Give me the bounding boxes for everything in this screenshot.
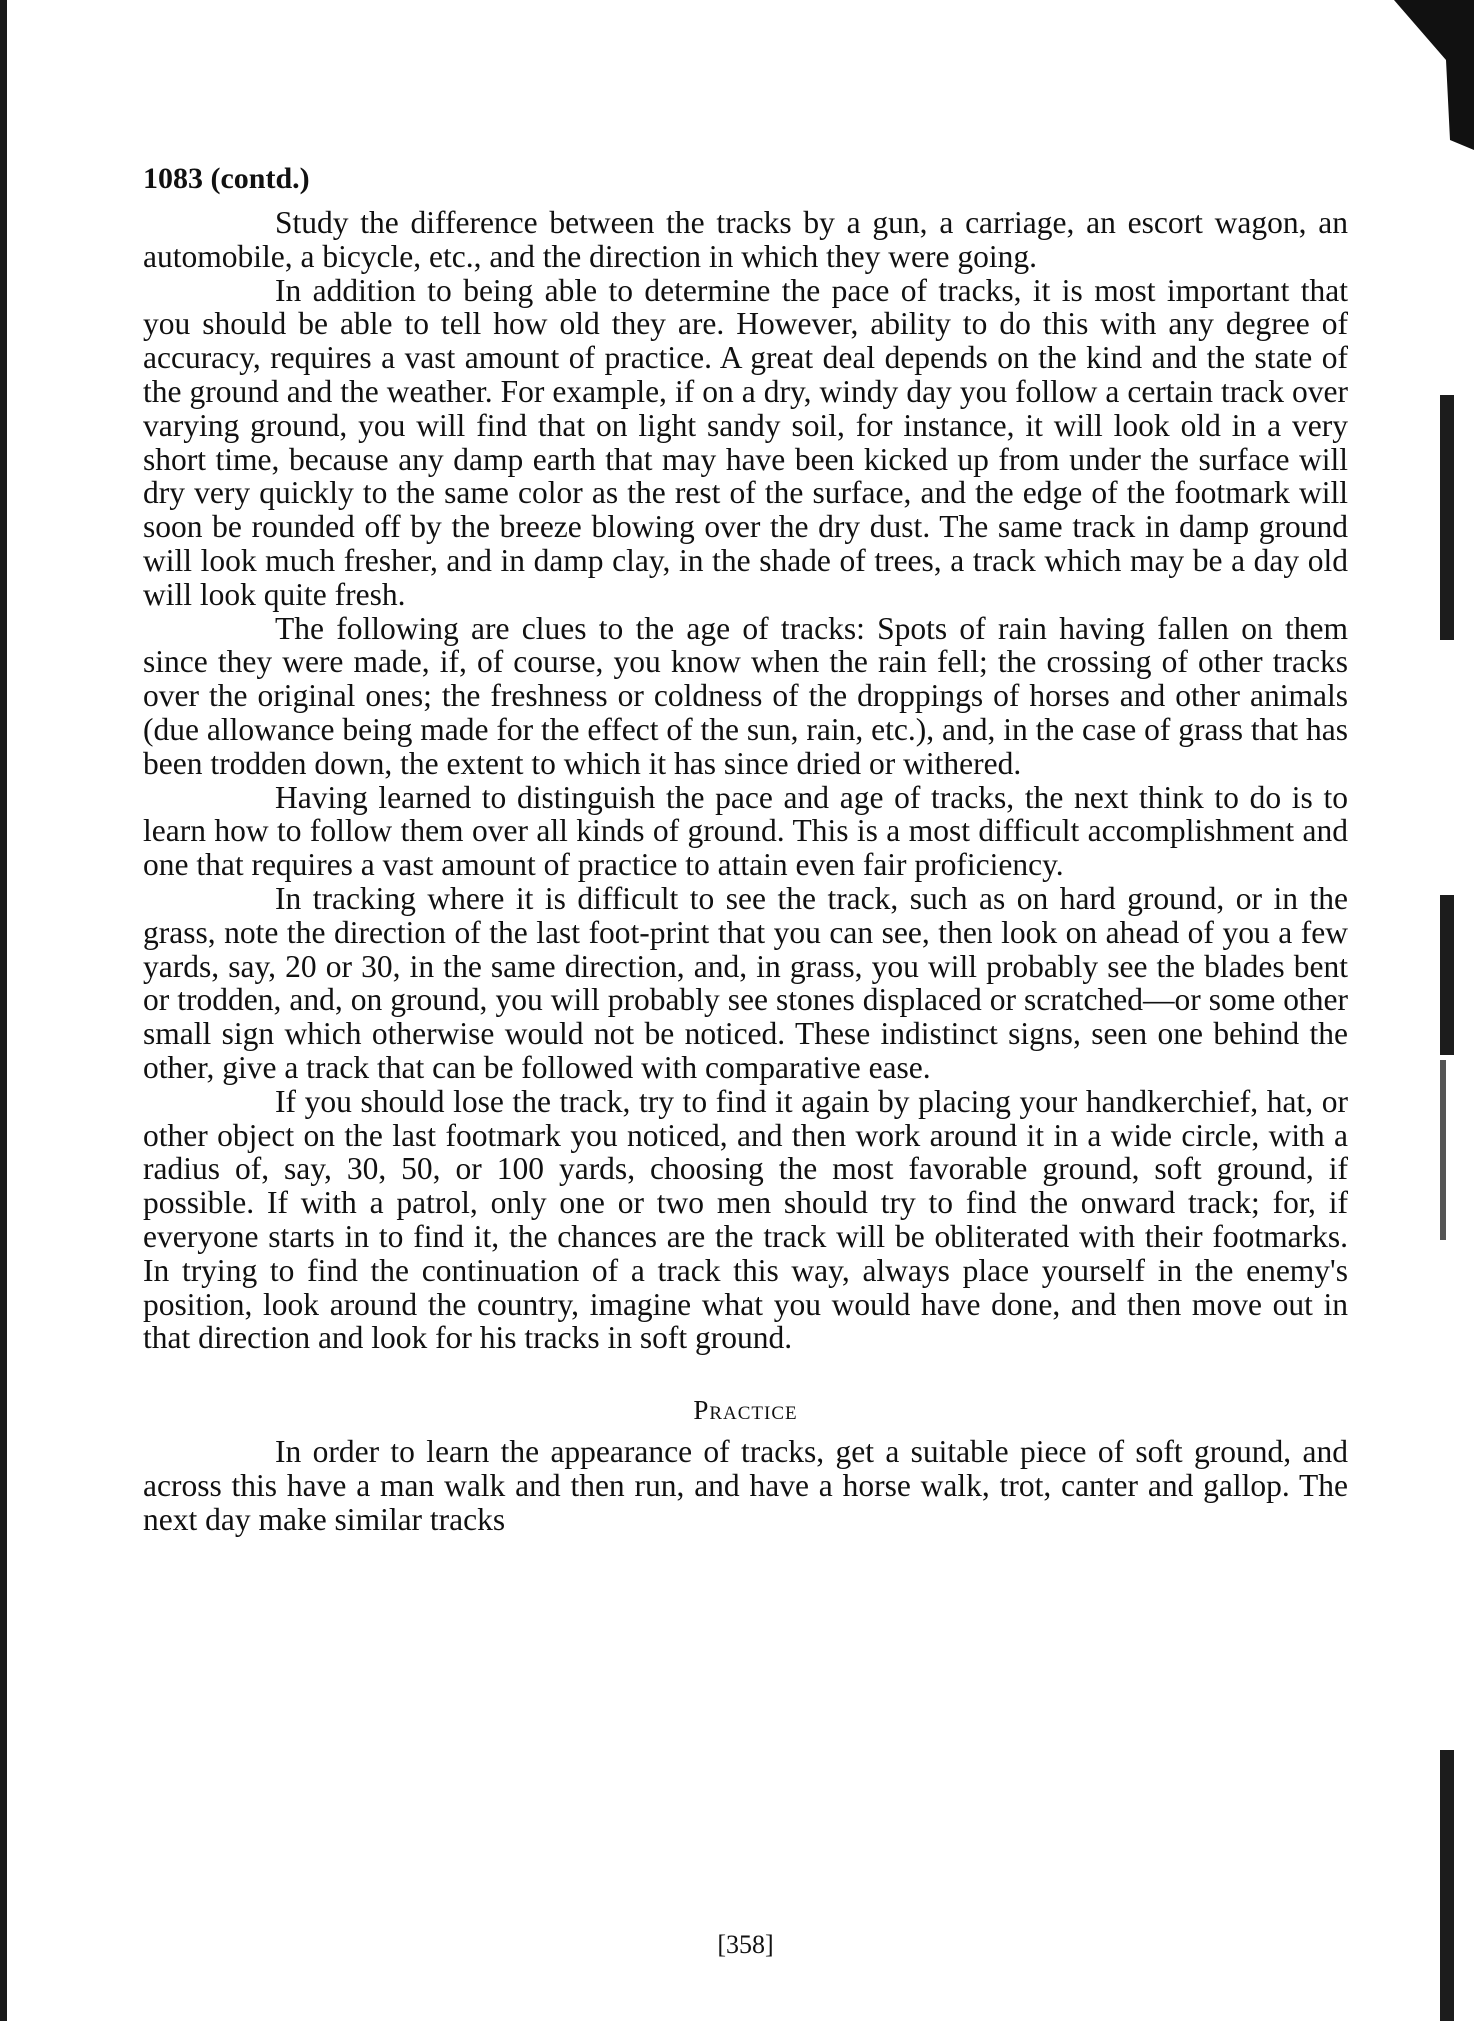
scan-corner-shadow — [1354, 0, 1474, 150]
page-body — [143, 160, 1348, 1536]
paragraph-5: In tracking where it is difficult to see the track, such as on hard ground, or in the grass, note the direction of the last foot-print that you can see, then look on ahead of you a few yards, say, 20 or 30, in the same direction, and, in grass, you will probably see the blades bent or trodden, and, on ground, you will probably see stones displaced or scratched—or some other small sign which otherwise would not be noticed. These indistinct signs, seen one behind the other, give a track that can be followed with comparative ease. — [143, 880, 1348, 1085]
scan-right-mark-4 — [1440, 1750, 1454, 2021]
paragraph-1: Study the difference between the tracks by a gun, a carriage, an escort wagon, an automobile, a bicycle, etc., and the direction in which they were going. — [143, 205, 1348, 274]
paragraph-6: If you should lose the track, try to find it again by placing your handkerchief, hat, or other object on the last footmark you noticed, and then work around it in a wide circle, with a radius of, say, 30, 50, or 100 yards, choosing the most favorable ground, soft ground, if possible. If with a patrol, only one or two men should try to find the onward track; for, if everyone starts in to find it, the chances are the track will be obliterated with their footmarks. In trying to find the continuation of a track this way, always place yourself in the enemy's position, look around the country, imagine what you would have done, and then move out in that direction and look for his tracks in soft ground. — [143, 1083, 1348, 1356]
scan-right-mark-3 — [1440, 1060, 1446, 1240]
practice-heading: Practice — [693, 1395, 798, 1426]
paragraph-3: The following are clues to the age of tracks: Spots of rain having fallen on them since they were made, if, of course, you know when the rain fell; the crossing of other tracks over the original ones; the freshness or coldness of the droppings of horses and other animals (due allowance being made for the effect of the sun, rain, etc.), and, in the case of grass that has been trodden down, the extent to which it has since dried or withered. — [143, 610, 1348, 781]
page-number: [358] — [717, 1930, 774, 1959]
section-number: 1083 (contd.) — [143, 162, 310, 195]
practice-paragraph: In order to learn the appearance of tracks, get a suitable piece of soft ground, and across this have a man walk and then run, and have a horse walk, trot, canter and gallop. The next day make similar tracks — [143, 1434, 1348, 1537]
paragraph-2: In addition to being able to determine the pace of tracks, it is most important that you should be able to tell how old they are. However, ability to do this with any degree of accuracy, requires a vast amount of practice. A great deal depends on the kind and the state of the ground and the weather. For example, if on a dry, windy day you follow a certain track over varying ground, you will find that on light sandy soil, for instance, it will look old in a very short time, because any damp earth that may have been kicked up from under the surface will dry very quickly to the same color as the rest of the surface, and the edge of the footmark will soon be rounded off by the breeze blowing over the dry dust. The same track in damp ground will look much fresher, and in damp clay, in the shade of trees, a track which may be a day old will look quite fresh. — [143, 272, 1348, 612]
scan-right-mark-1 — [1440, 395, 1454, 640]
scan-left-edge — [0, 0, 7, 2021]
paragraph-4: Having learned to distinguish the pace and age of tracks, the next think to do is to learn how to follow them over all kinds of ground. This is a most difficult accomplishment and one that requires a vast amount of practice to attain even fair proficiency. — [143, 779, 1348, 883]
scan-right-mark-2 — [1440, 895, 1454, 1055]
